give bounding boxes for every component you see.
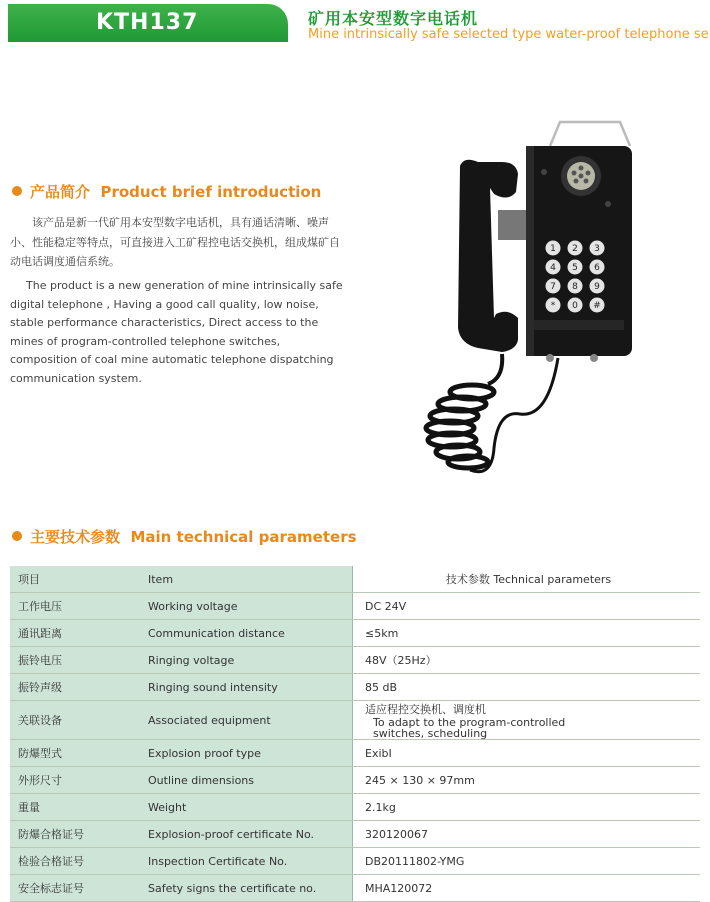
product-title-en: Mine intrinsically safe selected type water-proof telephone se	[308, 27, 709, 42]
table-row	[10, 848, 700, 875]
param-name-cn: 外形尺寸	[10, 767, 140, 794]
keypad-key-label: #	[593, 301, 601, 312]
header-cell-en: Item	[140, 566, 353, 593]
param-value: ExibI	[353, 740, 701, 767]
param-value: DB20111802-YMG	[353, 848, 701, 875]
keypad-key-label: 9	[594, 282, 600, 293]
param-name-cn: 检验合格证号	[10, 848, 140, 875]
telephone-image	[398, 118, 638, 498]
param-value: 2.1kg	[353, 794, 701, 821]
keypad-key-label: 8	[572, 282, 578, 293]
keypad-key-label: 0	[572, 301, 578, 312]
param-name-cn: 防爆合格证号	[10, 821, 140, 848]
param-value	[353, 701, 701, 740]
bullet-icon	[12, 531, 22, 541]
keypad-key-label: 5	[572, 263, 578, 274]
param-name-cn: 工作电压	[10, 593, 140, 620]
table-row	[10, 794, 700, 821]
table-row	[10, 821, 700, 848]
table-row	[10, 875, 700, 902]
table-row	[10, 593, 700, 620]
param-name-cn: 振铃声级	[10, 674, 140, 701]
param-name-cn: 关联设备	[10, 701, 140, 740]
table-row	[10, 701, 700, 740]
table-row	[10, 740, 700, 767]
param-name-cn: 防爆型式	[10, 740, 140, 767]
param-name-en: Inspection Certificate No.	[140, 848, 353, 875]
keypad-key-label: 1	[550, 244, 556, 255]
param-value: DC 24V	[353, 593, 701, 620]
param-value: 48V（25Hz）	[353, 647, 701, 674]
intro-text-en: The product is a new generation of mine intrinsically safe digital telephone , Having a good call quality, low noise, stable performance characteristics, Direct access to the mines of program-controlled telephone switches, composition of coal mine automatic telephone dispatching communication system.	[10, 279, 343, 385]
keypad-key-label: 6	[594, 263, 600, 274]
param-name-en: Safety signs the certificate no.	[140, 875, 353, 902]
param-name-cn: 通讯距离	[10, 620, 140, 647]
keypad-key-label: 3	[594, 244, 600, 255]
intro-heading	[12, 181, 321, 202]
param-name-en: Working voltage	[140, 593, 353, 620]
param-name-en: Communication distance	[140, 620, 353, 647]
table-row	[10, 767, 700, 794]
param-name-en: Ringing sound intensity	[140, 674, 353, 701]
param-name-en: Explosion proof type	[140, 740, 353, 767]
keypad-key-label: 2	[572, 244, 578, 255]
params-heading-en: Main technical parameters	[130, 528, 357, 546]
keypad-key-label: 7	[550, 282, 556, 293]
intro-text-cn: 该产品是新一代矿用本安型数字电话机，具有通话清晰、噪声小、性能稳定等特点，可直接进入工矿程控电话交换机，组成煤矿自动电话调度通信系统。	[10, 216, 340, 268]
table-row	[10, 674, 700, 701]
model-tab	[8, 4, 288, 42]
product-title-cn: 矿用本安型数字电话机	[308, 9, 479, 28]
param-name-en: Explosion-proof certificate No.	[140, 821, 353, 848]
param-name-cn: 重量	[10, 794, 140, 821]
intro-heading-cn: 产品简介	[30, 183, 91, 201]
param-name-en: Weight	[140, 794, 353, 821]
param-name-cn: 振铃电压	[10, 647, 140, 674]
header-cell-value: 技术参数 Technical parameters	[353, 566, 701, 593]
params-header-row	[10, 566, 700, 593]
table-row	[10, 620, 700, 647]
params-table	[10, 566, 700, 902]
param-value-en: To adapt to the program-controlled switches, scheduling	[373, 716, 566, 740]
param-value: 320120067	[353, 821, 701, 848]
header-cell-cn: 项目	[10, 566, 140, 593]
param-name-cn: 安全标志证号	[10, 875, 140, 902]
params-heading	[12, 526, 357, 547]
param-value: 85 dB	[353, 674, 701, 701]
params-heading-cn: 主要技术参数	[30, 528, 121, 546]
intro-heading-en: Product brief introduction	[100, 183, 322, 201]
keypad-key-label: 4	[550, 263, 556, 274]
table-row	[10, 647, 700, 674]
param-value-cn: 适应程控交换机、调度机	[365, 703, 486, 716]
keypad-key-label: *	[550, 301, 556, 312]
param-value: MHA120072	[353, 875, 701, 902]
param-value: 245 × 130 × 97mm	[353, 767, 701, 794]
bullet-icon	[12, 186, 22, 196]
param-name-en: Outline dimensions	[140, 767, 353, 794]
param-name-en: Ringing voltage	[140, 647, 353, 674]
param-name-en: Associated equipment	[140, 701, 353, 740]
model-number: KTH137	[96, 10, 199, 35]
param-value: ≤5km	[353, 620, 701, 647]
